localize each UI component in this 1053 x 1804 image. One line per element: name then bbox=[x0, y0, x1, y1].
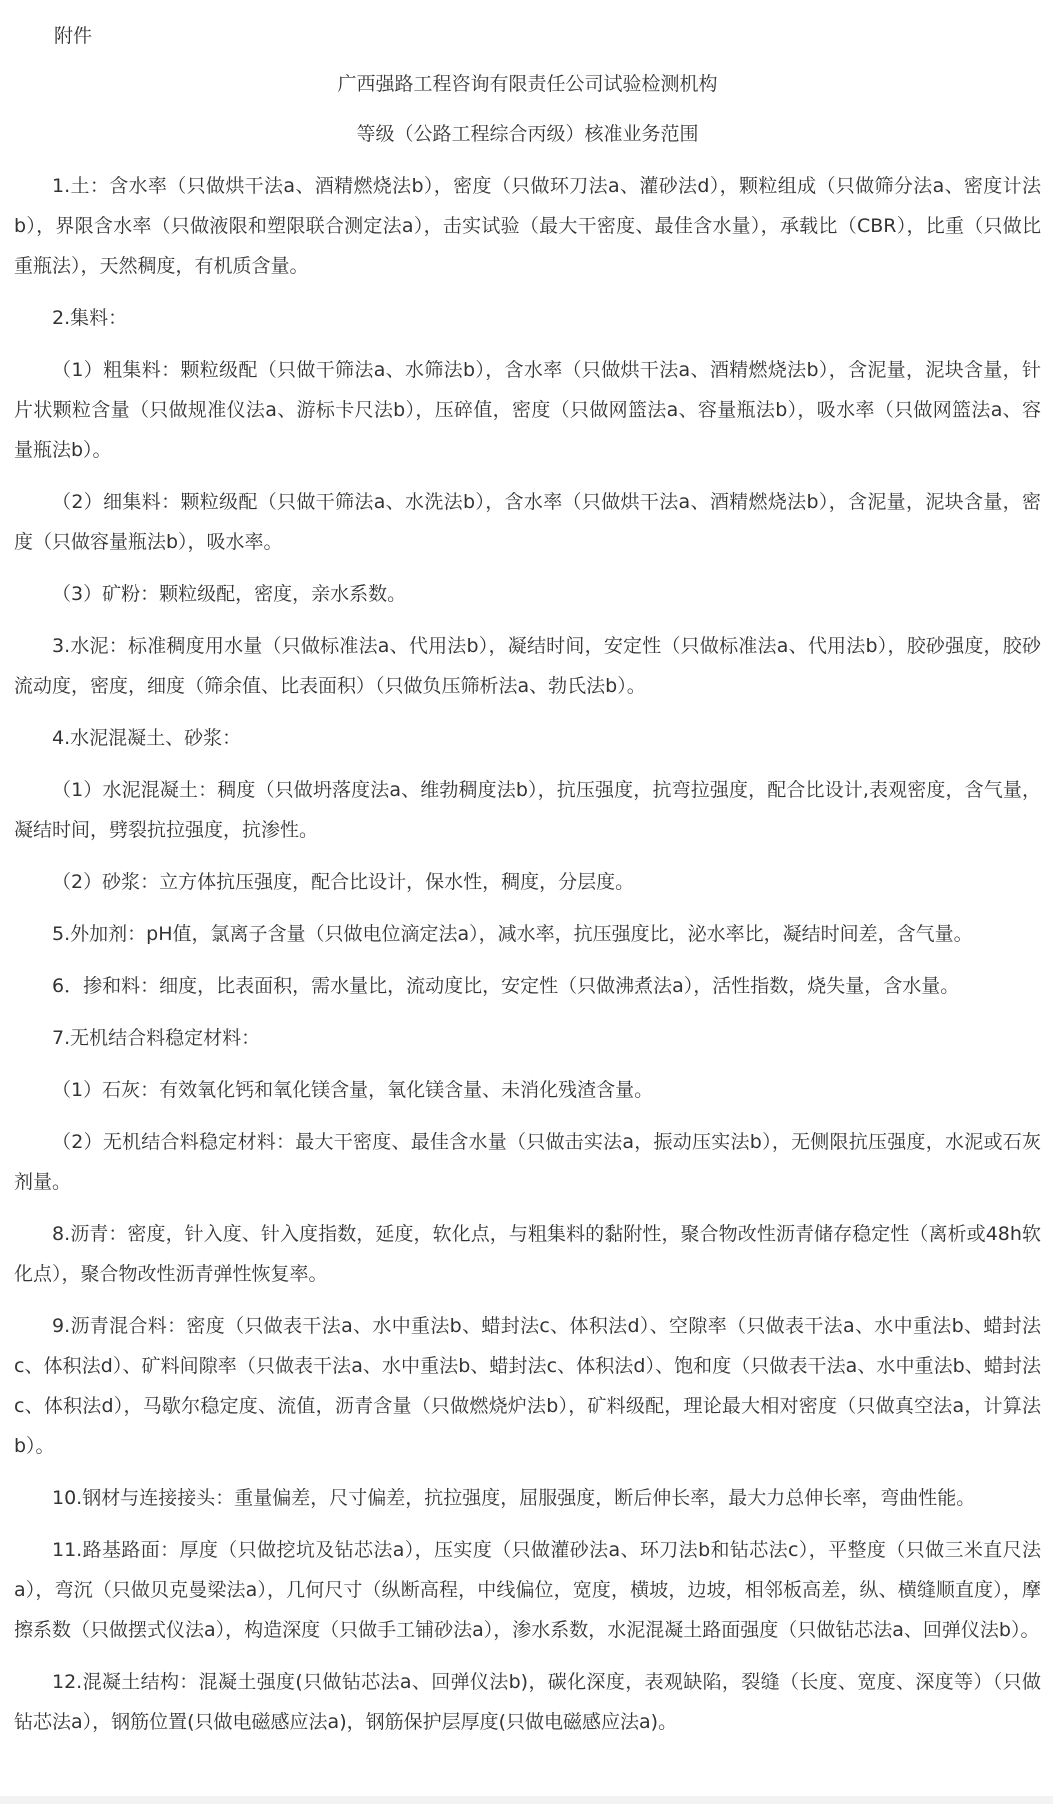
paragraph-blending-material: 6．掺和料：细度，比表面积，需水量比，流动度比，安定性（只做沸煮法a），活性指数，烧失量，含水量。 bbox=[52, 975, 960, 997]
paragraph-concrete-structure: 12.混凝土结构：混凝土强度(只做钻芯法a、回弹仪法b)，碳化深度，表观缺陷，裂缝（长度、宽度、深度等）（只做钻芯法a），钢筋位置(只做电磁感应法a)，钢筋保护层厚度(只做电磁感应法a)。 bbox=[14, 1671, 1041, 1733]
paragraph-subgrade-pavement: 11.路基路面：厚度（只做挖坑及钻芯法a），压实度（只做灌砂法a、环刀法b和钻芯法c），平整度（只做三米直尺法a），弯沉（只做贝克曼梁法a），几何尺寸（纵断高程，中线偏位，宽度，横坡，边坡，相邻板高差，纵、横缝顺直度），摩擦系数（只做摆式仪法a），构造深度（只做手工铺砂法a），渗水系数，水泥混凝土路面强度（只做钻芯法a、回弹仪法b）。 bbox=[14, 1539, 1041, 1641]
paragraph-asphalt: 8.沥青：密度，针入度、针入度指数，延度，软化点，与粗集料的黏附性，聚合物改性沥青储存稳定性（离析或48h软化点），聚合物改性沥青弹性恢复率。 bbox=[14, 1223, 1041, 1285]
paragraph-concrete-mortar-heading: 4.水泥混凝土、砂浆： bbox=[52, 727, 242, 749]
paragraph-mortar: （2）砂浆：立方体抗压强度，配合比设计，保水性，稠度，分层度。 bbox=[52, 871, 635, 893]
paragraph-soil: 1.土：含水率（只做烘干法a、酒精燃烧法b），密度（只做环刀法a、灌砂法d），颗粒组成（只做筛分法a、密度计法b），界限含水率（只做液限和塑限联合测定法a），击实试验（最大干密度、最佳含水量），承载比（CBR），比重（只做比重瓶法），天然稠度，有机质含量。 bbox=[14, 175, 1041, 277]
paragraph-mineral-powder: （3）矿粉：颗粒级配，密度，亲水系数。 bbox=[52, 583, 407, 605]
paragraph-admixture: 5.外加剂：pH值，氯离子含量（只做电位滴定法a），减水率，抗压强度比，泌水率比，凝结时间差，含气量。 bbox=[52, 923, 973, 945]
paragraph-cement: 3.水泥：标准稠度用水量（只做标准法a、代用法b），凝结时间，安定性（只做标准法a、代用法b），胶砂强度，胶砂流动度，密度，细度（筛余值、比表面积）（只做负压筛析法a、勃氏法b）。 bbox=[14, 635, 1041, 697]
paragraph-coarse-aggregate: （1）粗集料：颗粒级配（只做干筛法a、水筛法b），含水率（只做烘干法a、酒精燃烧法b），含泥量，泥块含量，针片状颗粒含量（只做规准仪法a、游标卡尺法b），压碎值，密度（只做网篮法a、容量瓶法b），吸水率（只做网篮法a、容量瓶法b）。 bbox=[14, 359, 1041, 461]
paragraph-aggregate-heading: 2.集料： bbox=[52, 307, 128, 329]
paragraph-fine-aggregate: （2）细集料：颗粒级配（只做干筛法a、水洗法b），含水率（只做烘干法a、酒精燃烧法b），含泥量，泥块含量，密度（只做容量瓶法b），吸水率。 bbox=[14, 491, 1041, 553]
paragraph-inorganic-binder-heading: 7.无机结合料稳定材料： bbox=[52, 1027, 261, 1049]
paragraph-inorganic-stabilized-material: （2）无机结合料稳定材料：最大干密度、最佳含水量（只做击实法a，振动压实法b），无侧限抗压强度，水泥或石灰剂量。 bbox=[14, 1131, 1041, 1193]
document-title-line-1: 广西强路工程咨询有限责任公司试验检测机构 bbox=[337, 73, 718, 95]
bottom-divider bbox=[0, 1796, 1053, 1804]
paragraph-lime: （1）石灰：有效氧化钙和氧化镁含量，氧化镁含量、未消化残渣含量。 bbox=[52, 1079, 654, 1101]
paragraph-steel-joints: 10.钢材与连接接头：重量偏差，尺寸偏差，抗拉强度，屈服强度，断后伸长率，最大力总伸长率，弯曲性能。 bbox=[52, 1487, 976, 1509]
paragraph-asphalt-mixture: 9.沥青混合料：密度（只做表干法a、水中重法b、蜡封法c、体积法d）、空隙率（只做表干法a、水中重法b、蜡封法c、体积法d）、矿料间隙率（只做表干法a、水中重法b、蜡封法c、体积法d）、饱和度（只做表干法a、水中重法b、蜡封法c、体积法d），马歇尔稳定度、流值，沥青含量（只做燃烧炉法b），矿料级配，理论最大相对密度（只做真空法a，计算法b）。 bbox=[14, 1315, 1041, 1457]
attachment-label: 附件 bbox=[54, 25, 93, 47]
paragraph-cement-concrete: （1）水泥混凝土：稠度（只做坍落度法a、维勃稠度法b），抗压强度，抗弯拉强度，配合比设计,表观密度，含气量，凝结时间，劈裂抗拉强度，抗渗性。 bbox=[14, 779, 1041, 841]
document-title-line-2: 等级（公路工程综合丙级）核准业务范围 bbox=[356, 123, 699, 145]
